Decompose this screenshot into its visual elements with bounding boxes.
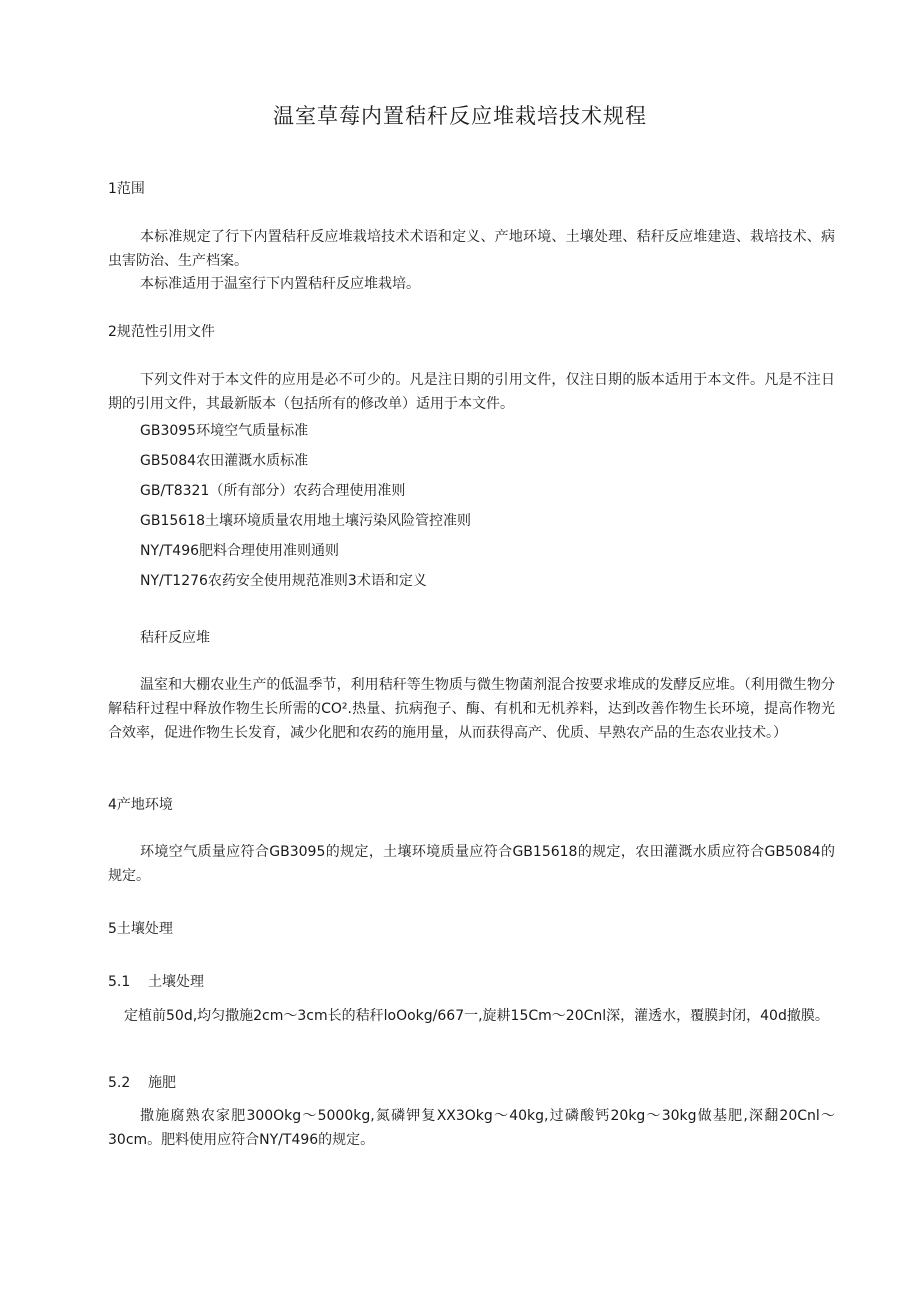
section-2-paragraph-1: 下列文件对于本文件的应用是必不可少的。凡是注日期的引用文件，仅注日期的版本适用于本文件。凡是不注日期的引用文件，其最新版本（包括所有的修改单）适用于本文件。 [108,372,835,412]
section-1-heading: 1范围 [108,181,145,197]
section-5-heading: 5土壤处理 [108,921,173,937]
subsection-number: 5.1 [108,974,131,990]
section-1-paragraph-2: 本标准适用于温室行下内置秸秆反应堆栽培。 [140,276,420,292]
reference-item: GB/T8321（所有部分）农药合理使用准则 [140,483,406,499]
section-4-paragraph: 环境空气质量应符合GB3095的规定，土壤环境质量应符合GB15618的规定，农田灌溉水质应符合GB5084的规定。 [108,844,835,884]
section-1-paragraph-1: 本标准规定了行下内置秸秆反应堆栽培技术术语和定义、产地环境、土壤处理、秸秆反应堆建造、栽培技术、病虫害防治、生产档案。 [108,229,835,269]
reference-item: GB3095环境空气质量标准 [140,423,309,439]
subsection-label: 土壤处理 [148,974,204,990]
subsection-5-1-heading [108,971,204,991]
term-paragraph: 温室和大棚农业生产的低温季节，利用秸秆等生物质与微生物菌剂混合按要求堆成的发酵反应堆。（利用微生物分解秸秆过程中释放作物生长所需的CO².热量、抗病孢子、酶、有机和无机养料，达到改善作物生长环境，提高作物光合效率，促进作物生长发育，减少化肥和农药的施用量，从而获得高产、优质、早熟农产品的生态农业技术。） [108,677,835,741]
reference-item: NY/T496肥料合理使用准则通则 [140,543,340,559]
section-4-heading: 4产地环境 [108,797,173,813]
reference-item: GB5084农田灌溉水质标准 [140,453,309,469]
subsection-label: 施肥 [148,1075,176,1091]
subsection-5-2-paragraph: 撒施腐熟农家肥300Okg～5000kg,氮磷钾复XX3Okg～40kg,过磷酸钙20kg～30kg做基肥,深翻20Cnl～30cm。肥料使用应符合NY/T496的规定。 [108,1108,835,1148]
subsection-5-1-paragraph: 定植前50d,均匀撒施2cm～3cm长的秸秆loOokg/667一,旋耕15Cm～20Cnl深，灌透水，覆膜封闭，40d撤膜。 [124,1008,829,1024]
subsection-number: 5.2 [108,1075,131,1091]
reference-item: NY/T1276农药安全使用规范准则3术语和定义 [140,573,427,589]
reference-item: GB15618土壤环境质量农用地土壤污染风险管控准则 [140,513,471,529]
term-heading: 秸秆反应堆 [140,630,210,646]
subsection-5-2-heading [108,1072,176,1092]
section-2-heading: 2规范性引用文件 [108,324,215,340]
document-title: 温室草莓内置秸秆反应堆栽培技术规程 [273,104,647,128]
